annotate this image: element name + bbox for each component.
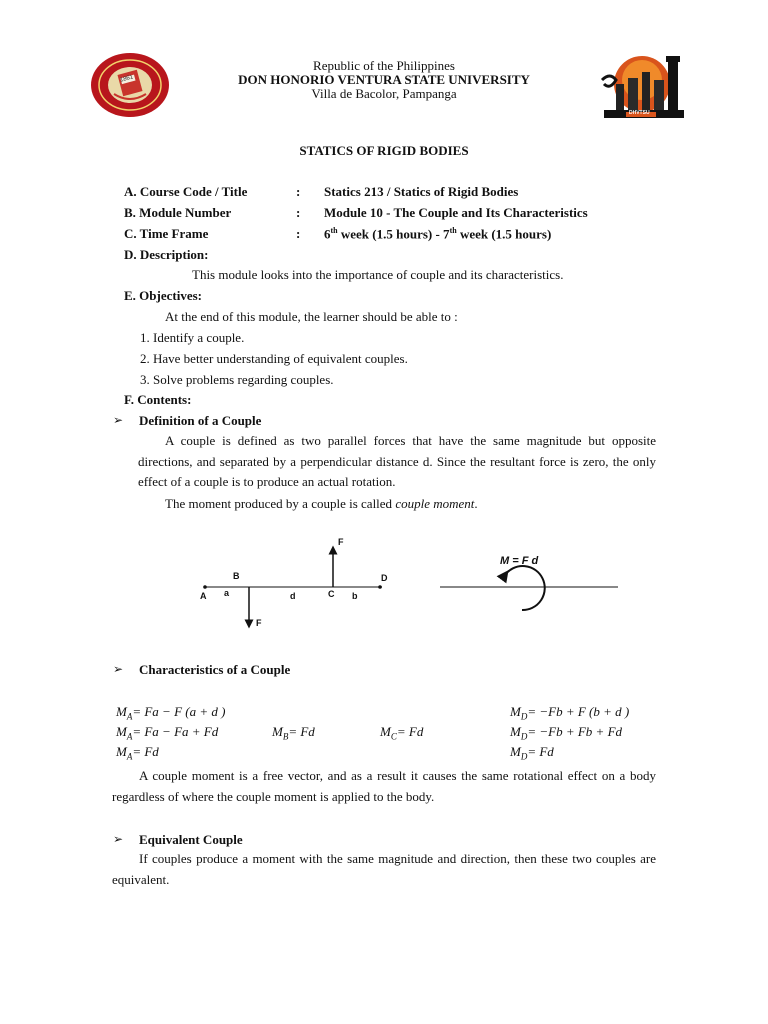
- eq-ma-2: $M_A= Fa - Fa + Fd$: [116, 724, 219, 742]
- description-label: D. Description:: [124, 247, 209, 262]
- objective-1: 1. Identify a couple.: [140, 330, 245, 345]
- description-text: This module looks into the importance of couple and its characteristics.: [192, 267, 564, 282]
- seal-year: 1861: [119, 74, 134, 84]
- time-label: C. Time Frame: [124, 226, 209, 241]
- eq-ma-1: $M_A= Fa - F$ (a + d ): [116, 704, 226, 722]
- time-value: [324, 226, 551, 242]
- point-a-dot: [203, 585, 207, 589]
- eq-mb: $M_B= Fd$: [272, 724, 315, 742]
- moment-em: couple moment: [395, 496, 475, 511]
- logo-text: DHVTSU: [629, 110, 650, 116]
- contents-label: F. Contents:: [124, 392, 192, 407]
- objectives-label: E. Objectives:: [124, 288, 202, 303]
- header-republic: Republic of the Philippines: [313, 58, 455, 73]
- eq-md-1: $M_D= -Fb + F$ (b + d ): [510, 704, 630, 722]
- eq-mc: $M_C= Fd$: [380, 724, 424, 742]
- course-value: Statics 213 / Statics of Rigid Bodies: [324, 184, 519, 199]
- moment-pre: The moment produced by a couple is called: [165, 496, 396, 511]
- time-mid: week (1.5 hours) - 7: [337, 226, 450, 242]
- header-university: DON HONORIO VENTURA STATE UNIVERSITY: [238, 72, 530, 87]
- time-colon: :: [296, 226, 301, 241]
- objective-3: 3. Solve problems regarding couples.: [140, 372, 334, 387]
- equivalent-heading: Equivalent Couple: [139, 832, 243, 847]
- objectives-intro: At the end of this module, the learner should be able to :: [165, 309, 458, 324]
- arrow-bullet-icon: ➢: [113, 413, 124, 427]
- label-F-bottom: F: [256, 618, 262, 628]
- time-end: week (1.5 hours): [456, 226, 552, 242]
- equivalent-paragraph: If couples produce a moment with the same magnitude and direction, then these two couples are equivalent.: [112, 851, 656, 887]
- characteristics-heading: Characteristics of a Couple: [139, 662, 291, 677]
- arrow-bullet-icon: ➢: [113, 832, 124, 846]
- label-F-top: F: [338, 537, 344, 547]
- header-location: Villa de Bacolor, Pampanga: [311, 86, 457, 101]
- moment-post: .: [474, 496, 478, 511]
- eq-md-2: $M_D= -Fb + Fb + Fd$: [510, 724, 623, 742]
- moment-arc-arrow: [505, 566, 545, 610]
- label-B: B: [233, 571, 240, 581]
- eq-ma-3: $M_A= Fd$: [116, 744, 159, 762]
- label-moment: M = F d: [500, 555, 539, 567]
- definition-heading: Definition of a Couple: [139, 413, 262, 428]
- label-b: b: [352, 591, 358, 601]
- eq-md-3: $M_D= Fd$: [510, 744, 554, 762]
- document-title: STATICS OF RIGID BODIES: [299, 143, 469, 158]
- course-colon: :: [296, 184, 301, 199]
- objective-2: 2. Have better understanding of equivalent couples.: [140, 351, 408, 366]
- module-value: Module 10 - The Couple and Its Characteristics: [324, 205, 588, 220]
- moment-sentence: [165, 496, 478, 512]
- definition-paragraph: A couple is defined as two parallel forces that have the same magnitude but opposite directions, and separated by a perpendicular distance d. Since the resultant force is zero, the only effect of a couple is to produce an actual rotation.: [138, 433, 656, 489]
- course-label: A. Course Code / Title: [124, 184, 248, 199]
- module-label: B. Module Number: [124, 205, 232, 220]
- module-colon: :: [296, 205, 301, 220]
- label-d: d: [290, 591, 296, 601]
- label-A: A: [200, 591, 207, 601]
- time-sup1: th: [330, 226, 338, 235]
- time-6: 6: [324, 226, 331, 242]
- label-C: C: [328, 589, 335, 599]
- arrow-bullet-icon: ➢: [113, 662, 124, 676]
- free-vector-paragraph: A couple moment is a free vector, and as a result it causes the same rotational effect on a body regardless of where the couple moment is applied to the body.: [112, 768, 656, 804]
- time-sup2: th: [449, 226, 457, 235]
- point-d-dot: [378, 585, 382, 589]
- label-a: a: [224, 588, 230, 598]
- label-D: D: [381, 573, 388, 583]
